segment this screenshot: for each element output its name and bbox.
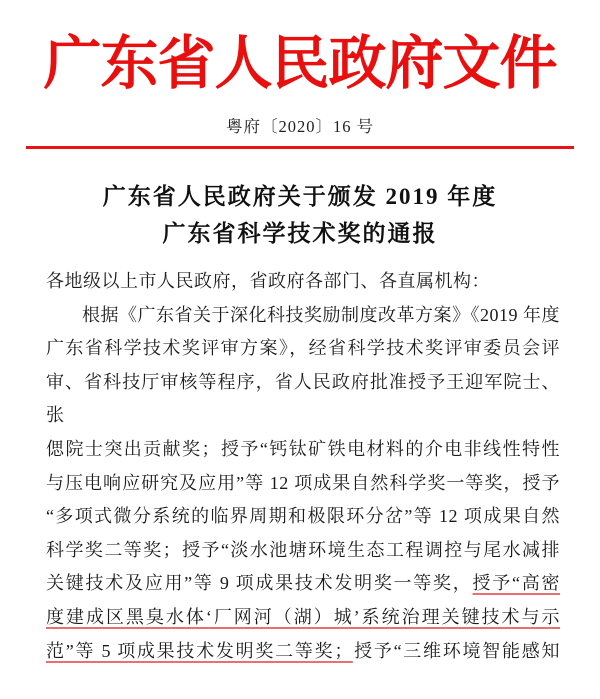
paragraph-text: 审、省科技厅审核等程序，省人民政府批准授予王迎军院士、张 [46,371,560,426]
paragraph-line [46,534,560,568]
paragraph-text: “多项式微分系统的临界周期和极限环分岔”等 12 项成果自然 [46,506,560,527]
document-title [0,178,600,252]
paragraph-line [46,366,560,433]
paragraph-text: 与压电响应研究及应用”等 12 项成果自然科学奖一等奖，授予 [46,472,560,493]
paragraph-text: 偲院士突出贡献奖；授予“钙钛矿铁电材料的介电非线性特性 [46,438,560,459]
paragraph-line [46,433,560,467]
paragraph-line [46,500,560,534]
gov-banner-title: 广东省人民政府文件 [43,31,557,96]
red-underlined-text: 范”等 5 项成果技术发明奖二等奖； [46,640,353,661]
paragraph-line [46,635,560,669]
red-divider-line [26,146,574,149]
paragraph-line [46,467,560,501]
paragraph-line [46,601,560,635]
paragraph-line [46,332,560,366]
doc-number: 粤府〔2020〕16 号 [225,117,375,136]
document-title-line-2: 广东省科学技术奖的通报 [162,221,438,246]
document-title-line-1: 广东省人民政府关于颁发 2019 年度 [102,184,498,209]
paragraph-line [46,567,560,601]
paragraph-text: 关键技术及应用”等 9 项成果技术发明奖一等奖， [46,573,473,594]
salutation-line: 各地级以上市人民政府，省政府各部门、各直属机构： [46,271,490,291]
paragraph-text: 授予“三维环境智能感知 [352,640,560,661]
red-underlined-text: 度建成区黑臭水体‘厂网河（湖）城’系统治理关键技术与示 [46,606,560,627]
red-underlined-text: 授予“高密 [472,573,560,594]
paragraph-text: 广东省科学技术奖评审方案》，经省科学技术奖评审委员会评 [46,338,560,359]
document-body [46,265,560,668]
paragraph-text: 根据《广东省关于深化科技奖励制度改革方案》《2019 年度 [82,304,560,325]
paragraph-text: 科学奖二等奖；授予“淡水池塘环境生态工程调控与尾水减排 [46,539,560,560]
paragraph-line [46,299,560,333]
main-paragraph [46,299,560,669]
